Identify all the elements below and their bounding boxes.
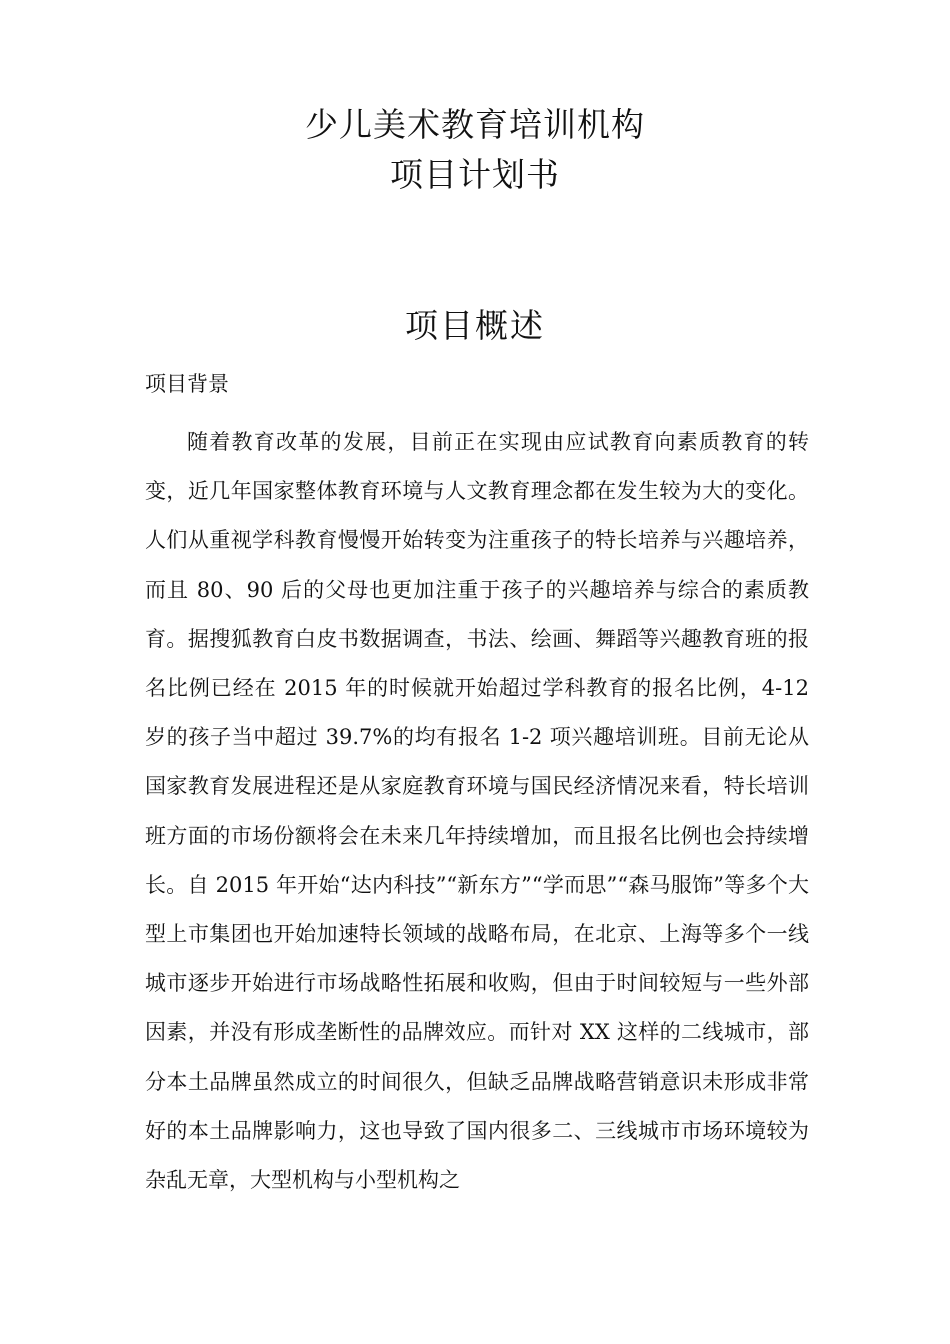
document-title-line-1: 少儿美术教育培训机构 xyxy=(305,105,645,144)
document-title-line-2: 项目计划书 xyxy=(390,155,560,194)
section-heading: 项目概述 xyxy=(405,306,545,345)
subheading: 项目背景 xyxy=(145,372,229,396)
body-paragraph: 随着教育改革的发展，目前正在实现由应试教育向素质教育的转变，近几年国家整体教育环境与人文教育理念都在发生较为大的变化。人们从重视学科教育慢慢开始转变为注重孩子的特长培养与兴趣培养，而且 80、90 后的父母也更加注重于孩子的兴趣培养与综合的素质教育。据搜狐教育白皮书数据调查，书法、绘画、舞蹈等兴趣教育班的报名比例已经在 2015 年的时候就开始超过学科教育的报名比例，4-12 岁的孩子当中超过 39.7%的均有报名 1-2 项兴趣培训班。目前无论从国家教育发展进程还是从家庭教育环境与国民经济情况来看，特长培训班方面的市场份额将会在未来几年持续增加，而且报名比例也会持续增长。自 2015 年开始“达内科技”“新东方”“学而思”“森马服饰”等多个大型上市集团也开始加速特长领域的战略布局，在北京、上海等多个一线城市逐步开始进行市场战略性拓展和收购，但由于时间较短与一些外部因素，并没有形成垄断性的品牌效应。而针对 XX 这样的二线城市，部分本土品牌虽然成立的时间很久，但缺乏品牌战略营销意识未形成非常好的本土品牌影响力，这也导致了国内很多二、三线城市市场环境较为杂乱无章，大型机构与小型机构之 xyxy=(145,430,809,1193)
